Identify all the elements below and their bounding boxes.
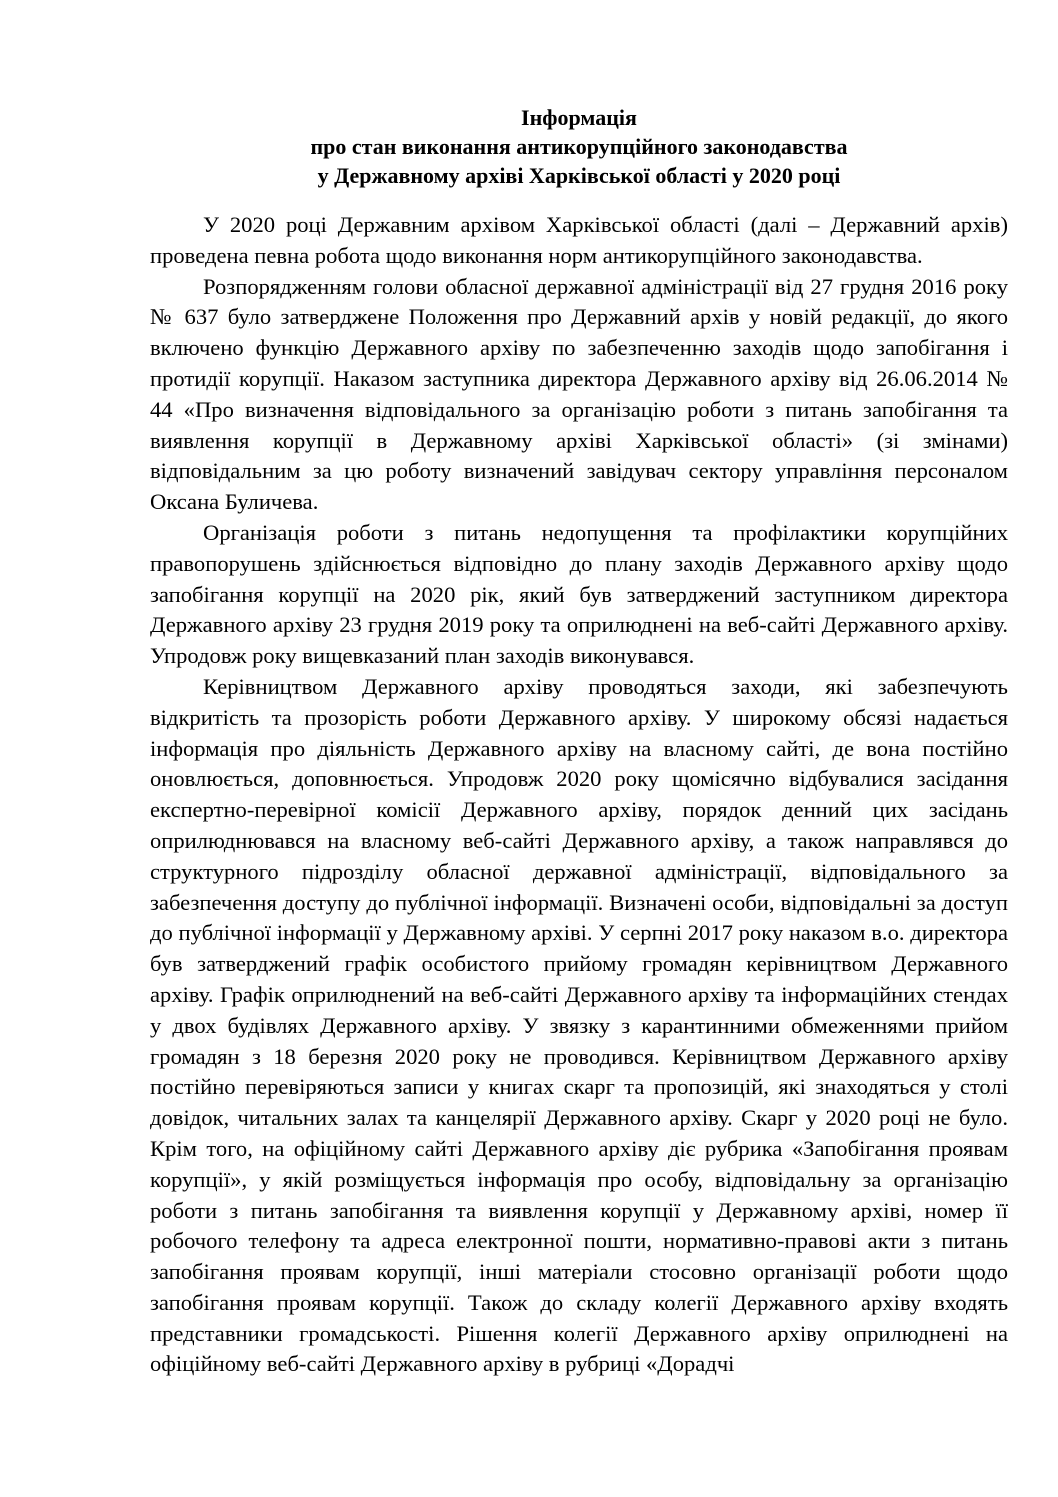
title-line-3: у Державному архіві Харківської області у 2020 році [317,163,841,188]
paragraph-1: У 2020 році Державним архівом Харківської області (далі – Державний архів) проведена певна робота щодо виконання норм антикорупційного законодавства. [150,212,1008,268]
title-line-1: Інформація [521,105,637,130]
document-title [150,103,1008,190]
paragraph-4: Керівництвом Державного архіву проводяться заходи, які забезпечують відкритість та прозорість роботи Державного архіву. У широкому обсязі надається інформація про діяльність Державного архіву на власному сайті, де вона постійно оновлюється, доповнюється. Упродовж 2020 року щомісячно відбувалися засідання експертно-перевірної комісії Державного архіву, порядок денний цих засідань оприлюднювався на власному веб-сайті Державного архіву, а також направлявся до структурного підрозділу обласної державної адміністрації, відповідального за забезпечення доступу до публічної інформації. Визначені особи, відповідальні за доступ до публічної інформації у Державному архіві. У серпні 2017 року наказом в.о. директора був затверджений графік особистого прийому громадян керівництвом Державного архіву. Графік оприлюднений на веб-сайті Державного архіву та інформаційних стендах у двох будівлях Державного архіву. У звязку з карантинними обмеженнями прийом громадян з 18 березня 2020 року не проводився. Керівництвом Державного архіву постійно перевіряються записи у книгах скарг та пропозицій, які знаходяться у столі довідок, читальних залах та канцелярії Державного архіву. Скарг у 2020 році не було. Крім того, на офіційному сайті Державного архіву діє рубрика «Запобігання проявам корупції», у якій розміщується інформація про особу, відповідальну за організацію роботи з питань запобігання та виявлення корупції у Державному архіві, номер її робочого телефону та адреса електронної пошти, нормативно-правові акти з питань запобігання проявам корупції, інші матеріали стосовно організації роботи щодо запобігання проявам корупції. Також до складу колегії Державного архіву входять представники громадськості. Рішення колегії Державного архіву оприлюднені на офіційному веб-сайті Державного архіву в рубриці «Дорадчі [150,673,1008,1377]
document-body [150,210,1008,1380]
paragraph-3: Організація роботи з питань недопущення та профілактики корупційних правопорушень здійснюється відповідно до плану заходів Державного архіву щодо запобігання корупції на 2020 рік, який був затверджений заступником директора Державного архіву 23 грудня 2019 року та оприлюднені на веб-сайті Державного архіву. Упродовж року вищевказаний план заходів виконувався. [150,519,1008,669]
paragraph-2: Розпорядженням голови обласної державної адміністрації від 27 грудня 2016 року № 637 було затверджене Положення про Державний архів у новій редакції, до якого включено функцію Державного архіву по забезпеченню заходів щодо запобігання і протидії корупції. Наказом заступника директора Державного архіву від 26.06.2014 № 44 «Про визначення відповідального за організацію роботи з питань запобігання та виявлення корупції в Державному архіві Харківської області» (зі змінами) відповідальним за цю роботу визначений завідувач сектору управління персоналом Оксана Буличева. [150,273,1008,515]
title-line-2: про стан виконання антикорупційного законодавства [310,134,848,159]
